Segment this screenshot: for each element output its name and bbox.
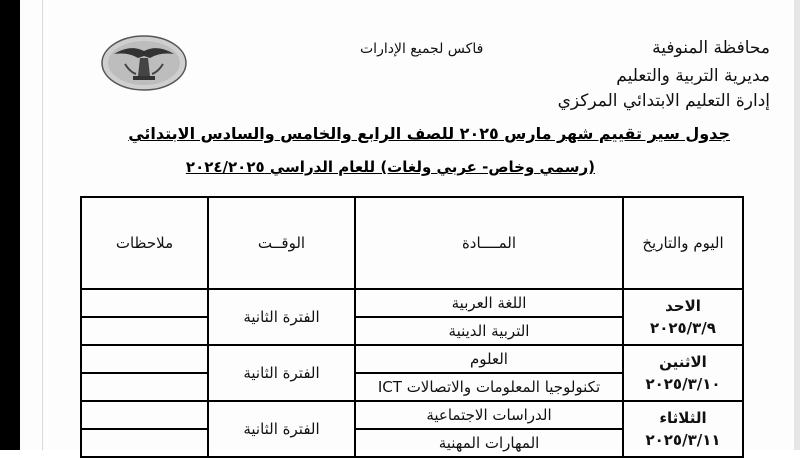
scan-right-border (794, 0, 800, 450)
subject-cell: اللغة العربية (355, 289, 623, 317)
notes-cell (81, 345, 208, 373)
notes-cell (81, 317, 208, 345)
ministry-emblem-logo (100, 34, 188, 92)
time-cell: الفترة الثانية (208, 289, 355, 345)
table-row (81, 345, 743, 373)
document-subtitle: (رسمي وخاص- عربي ولغات) للعام الدراسي ٢٠٢٤/٢٠٢٥ (185, 158, 595, 176)
governorate-heading: محافظة المنوفية (652, 38, 770, 58)
scan-left-border (0, 0, 20, 450)
notes-cell (81, 401, 208, 429)
fax-note: فاكس لجميع الإدارات (360, 41, 484, 57)
subject-cell: الدراسات الاجتماعية (355, 401, 623, 429)
day-date: ٢٠٢٥/٣/١١ (645, 431, 721, 449)
day-name: الاحد (665, 297, 701, 315)
day-date: ٢٠٢٥/٣/١٠ (645, 375, 721, 393)
schedule-table (80, 196, 744, 458)
day-date: ٢٠٢٥/٣/٩ (650, 319, 716, 337)
subject-cell: المهارات المهنية (355, 429, 623, 457)
time-cell: الفترة الثانية (208, 345, 355, 401)
day-date-cell (623, 401, 743, 457)
document-title: جدول سير تقييم شهر مارس ٢٠٢٥ للصف الرابع والخامس والسادس الابتدائي (128, 124, 730, 143)
header-time: الوقــت (208, 197, 355, 289)
header-notes: ملاحظات (81, 197, 208, 289)
day-name: الاثنين (659, 353, 707, 371)
notes-cell (81, 429, 208, 457)
day-name: الثلاثاء (659, 409, 707, 427)
subject-cell: تكنولوجيا المعلومات والاتصالات ICT (355, 373, 623, 401)
subject-cell: العلوم (355, 345, 623, 373)
directorate-heading: مديرية التربية والتعليم (616, 66, 770, 86)
notes-cell (81, 373, 208, 401)
department-heading: إدارة التعليم الابتدائي المركزي (557, 91, 770, 111)
time-cell: الفترة الثانية (208, 401, 355, 457)
table-row (81, 401, 743, 429)
subject-cell: التربية الدينية (355, 317, 623, 345)
table-row (81, 289, 743, 317)
header-day-date: اليوم والتاريخ (623, 197, 743, 289)
day-date-cell (623, 289, 743, 345)
notes-cell (81, 289, 208, 317)
table-header-row (81, 197, 743, 289)
page-edge-line (42, 0, 43, 450)
day-date-cell (623, 345, 743, 401)
header-subject: المــــادة (355, 197, 623, 289)
